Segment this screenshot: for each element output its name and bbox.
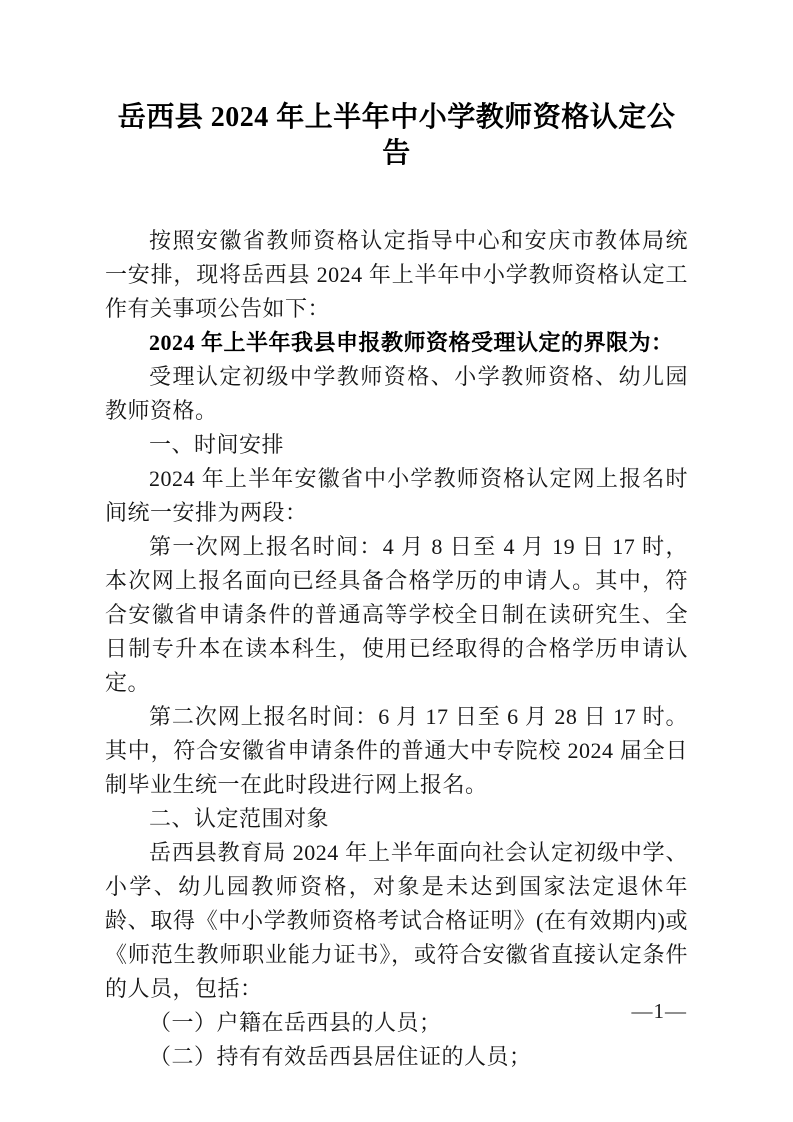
paragraph-intro: 按照安徽省教师资格认定指导中心和安庆市教体局统一安排，现将岳西县 2024 年上半年中小学教师资格认定工作有关事项公告如下： xyxy=(105,228,688,321)
section-heading-certification-scope: 二、认定范围对象 xyxy=(149,806,330,831)
document-title: 岳西县 2024 年上半年中小学教师资格认定公告 xyxy=(117,102,676,169)
page-number: —1— xyxy=(631,999,687,1023)
paragraph-second-registration: 第二次网上报名时间：6 月 17 日至 6 月 28 日 17 时。其中，符合安徽省申请条件的普通大中专院校 2024 届全日制毕业生统一在此时段进行网上报名。 xyxy=(105,704,688,797)
paragraph-acceptance-scope: 受理认定初级中学教师资格、小学教师资格、幼儿园教师资格。 xyxy=(105,364,688,423)
paragraph-certification-targets: 岳西县教育局 2024 年上半年面向社会认定初级中学、小学、幼儿园教师资格，对象是未达到国家法定退休年龄、取得《中小学教师资格考试合格证明》(在有效期内)或《师范生教师职业能力证书》，或符合安徽省直接认定条件的人员，包括： xyxy=(105,840,688,1001)
list-item-residency-1: （一）户籍在岳西县的人员； xyxy=(149,1010,442,1035)
document-body xyxy=(105,224,688,1074)
paragraph-registration-periods: 2024 年上半年安徽省中小学教师资格认定网上报名时间统一安排为两段： xyxy=(105,466,688,525)
paragraph-acceptance-scope-emphasis: 2024 年上半年我县申报教师资格受理认定的界限为： xyxy=(149,330,674,355)
section-heading-time-arrangement: 一、时间安排 xyxy=(149,432,285,457)
paragraph-first-registration: 第一次网上报名时间：4 月 8 日至 4 月 19 日 17 时，本次网上报名面向已经具备合格学历的申请人。其中，符合安徽省申请条件的普通高等学校全日制在读研究生、全日制专升本在读本科生，使用已经取得的合格学历申请认定。 xyxy=(105,534,688,695)
list-item-residency-2: （二）持有有效岳西县居住证的人员； xyxy=(149,1044,532,1069)
